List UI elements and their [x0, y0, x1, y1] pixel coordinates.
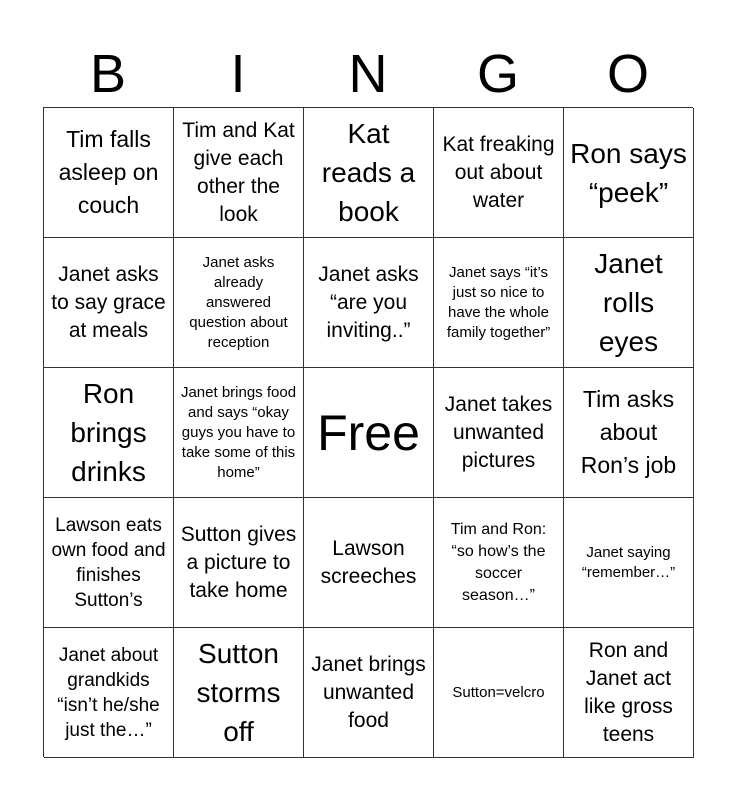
cell-text: Kat freaking out about water — [442, 132, 555, 212]
bingo-cell[interactable] — [44, 238, 174, 368]
bingo-cell[interactable] — [44, 368, 174, 498]
bingo-cell[interactable] — [174, 368, 304, 498]
cell-text: Janet about grandkids “isn’t he/she just the…” — [57, 644, 160, 741]
bingo-cell[interactable] — [304, 498, 434, 628]
cell-text: Janet asks already answered question about reception — [189, 253, 288, 351]
bingo-cell[interactable] — [434, 238, 564, 368]
cell-text: Ron and Janet act like gross teens — [584, 638, 673, 746]
bingo-cell-free[interactable] — [304, 368, 434, 498]
cell-text: Lawson eats own food and finishes Sutton’s — [51, 514, 166, 611]
bingo-cell[interactable] — [564, 498, 694, 628]
bingo-cell[interactable] — [174, 108, 304, 238]
bingo-cell[interactable] — [564, 238, 694, 368]
cell-text: Tim and Kat give each other the look — [182, 118, 295, 226]
header-letter-i: I — [230, 44, 246, 104]
cell-text: Janet brings unwanted food — [311, 652, 426, 732]
bingo-cell[interactable] — [564, 108, 694, 238]
cell-text: Tim falls asleep on couch — [58, 126, 159, 218]
cell-text: Janet asks to say grace at meals — [51, 262, 166, 342]
bingo-card — [43, 107, 693, 757]
cell-text: Ron brings drinks — [70, 378, 147, 487]
cell-text: Tim asks about Ron’s job — [580, 386, 677, 478]
cell-text: Sutton storms off — [196, 638, 281, 747]
bingo-cell[interactable] — [564, 368, 694, 498]
bingo-cell[interactable] — [434, 498, 564, 628]
cell-text: Janet rolls eyes — [594, 248, 663, 357]
cell-text: Lawson screeches — [320, 536, 417, 588]
bingo-cell[interactable] — [434, 368, 564, 498]
cell-text: Sutton=velcro — [452, 683, 545, 701]
cell-text: Tim and Ron: “so how’s the soccer season…” — [450, 520, 547, 604]
free-space-text: Free — [317, 404, 420, 461]
header-letter-g: G — [476, 44, 519, 104]
bingo-cell[interactable] — [174, 498, 304, 628]
bingo-cell[interactable] — [304, 108, 434, 238]
bingo-cell[interactable] — [304, 628, 434, 758]
bingo-cell[interactable] — [174, 238, 304, 368]
cell-text: Kat reads a book — [321, 118, 416, 227]
cell-text: Janet saying “remember…” — [581, 543, 676, 581]
bingo-cell[interactable] — [304, 238, 434, 368]
bingo-cell[interactable] — [434, 628, 564, 758]
header-letter-n: N — [348, 44, 388, 104]
bingo-cell[interactable] — [44, 108, 174, 238]
bingo-cell[interactable] — [44, 628, 174, 758]
header-letter-b: B — [89, 44, 127, 104]
bingo-cell[interactable] — [564, 628, 694, 758]
bingo-header — [43, 40, 693, 108]
cell-text: Janet brings food and says “okay guys you have to take some of this home” — [180, 383, 297, 481]
bingo-cell[interactable] — [44, 498, 174, 628]
cell-text: Janet says “it’s just so nice to have the whole family together” — [446, 263, 551, 341]
cell-text: Janet asks “are you inviting..” — [318, 262, 419, 342]
bingo-cell[interactable] — [174, 628, 304, 758]
cell-text: Sutton gives a picture to take home — [180, 522, 297, 602]
header-letter-o: O — [606, 44, 649, 104]
bingo-cell[interactable] — [434, 108, 564, 238]
cell-text: Janet takes unwanted pictures — [444, 392, 553, 472]
cell-text: Ron says “peek” — [570, 137, 687, 208]
